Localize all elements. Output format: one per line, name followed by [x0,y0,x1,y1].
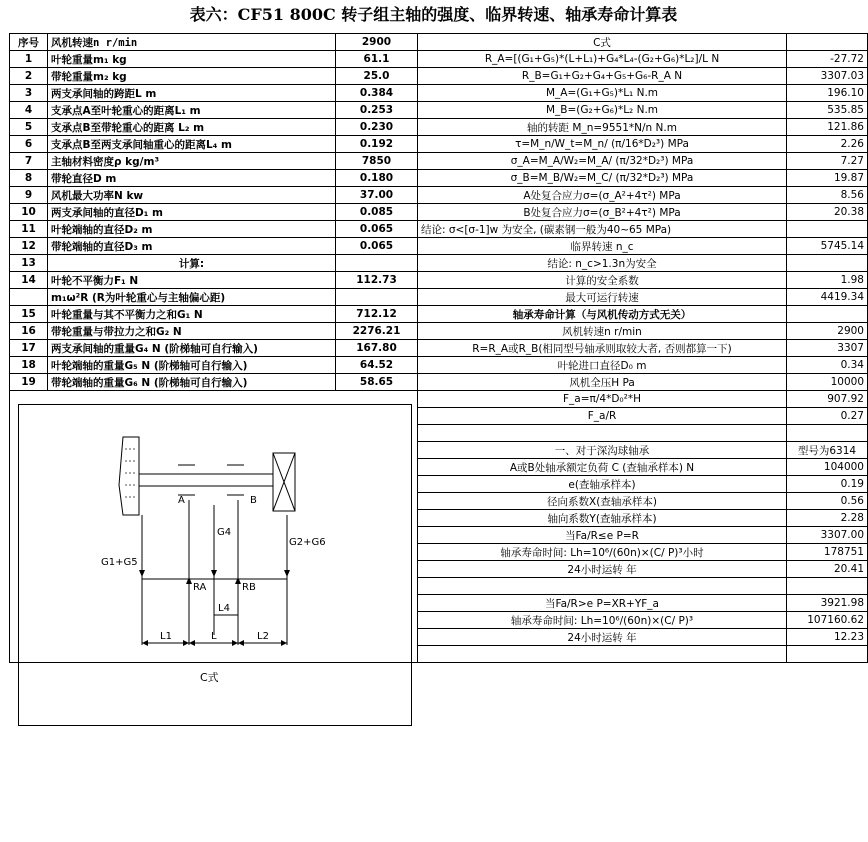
row-result[interactable] [787,425,868,442]
row-result[interactable]: 3307.03 [787,68,868,85]
row-no[interactable]: 6 [10,136,48,153]
row-formula[interactable]: 当Fa/R≤e P=R [418,527,787,544]
label-l4: L4 [218,603,230,614]
row-value[interactable]: 58.65 [336,374,418,391]
row-formula[interactable]: σ_A=M_A/W₂=M_A/ (π/32*D₂³) MPa [418,153,787,170]
row-no[interactable]: 9 [10,187,48,204]
row-formula[interactable]: 风机全压H Pa [418,374,787,391]
label-a: A [178,495,185,506]
row-result[interactable]: 178751 [787,544,868,561]
row-value[interactable]: 37.00 [336,187,418,204]
row-value[interactable]: 0.192 [336,136,418,153]
row-formula[interactable] [418,425,787,442]
row-result[interactable] [787,646,868,663]
row-no[interactable]: 14 [10,272,48,289]
row-param[interactable]: 带轮端轴的重量G₆ N (阶梯轴可自行输入) [48,374,336,391]
row-no[interactable]: 3 [10,85,48,102]
label-g2g6: G2+G6 [289,537,326,548]
row-param[interactable]: 叶轮端轴的重量G₅ N (阶梯轴可自行输入) [48,357,336,374]
row-no[interactable]: 17 [10,340,48,357]
row-formula[interactable]: 轴承寿命时间: Lh=10⁶/(60n)×(C/ P)³ [418,612,787,629]
row-result[interactable]: 907.92 [787,391,868,408]
row-no[interactable]: 10 [10,204,48,221]
row-no[interactable]: 13 [10,255,48,272]
row-result[interactable]: 535.85 [787,102,868,119]
row-formula[interactable]: 临界转速 n_c [418,238,787,255]
table-row [10,374,868,391]
label-l1: L1 [160,631,172,642]
row-param[interactable]: 叶轮重量m₁ kg [48,51,336,68]
row-result[interactable]: 107160.62 [787,612,868,629]
table-row [10,306,868,323]
row-no[interactable]: 15 [10,306,48,323]
row-value[interactable]: 0.384 [336,85,418,102]
row-formula[interactable]: 风机转速n r/min [418,323,787,340]
row-result[interactable]: 121.86 [787,119,868,136]
row-result[interactable] [787,578,868,595]
row-no[interactable]: 12 [10,238,48,255]
row-param[interactable]: 两支承间轴的跨距L m [48,85,336,102]
row-formula[interactable]: 轴承寿命计算（与风机传动方式无关） [418,306,787,323]
row-param[interactable]: 带轮重量m₂ kg [48,68,336,85]
row-result[interactable]: 2900 [787,323,868,340]
row-result[interactable]: 8.56 [787,187,868,204]
header-value[interactable]: 2900 [336,34,418,51]
row-result[interactable]: 7.27 [787,153,868,170]
shaft-shape [139,474,273,486]
header-no[interactable]: 序号 [10,34,48,51]
row-param[interactable]: 风机最大功率N kw [48,187,336,204]
table-row [10,357,868,374]
row-formula[interactable]: σ_B=M_B/W₂=M_C/ (π/32*D₂³) MPa [418,170,787,187]
row-formula[interactable] [418,646,787,663]
row-param[interactable]: 计算: [48,255,336,272]
calculation-table [9,33,868,684]
table-row [10,153,868,170]
row-param[interactable]: 带轮端轴的直径D₃ m [48,238,336,255]
row-result[interactable]: 104000 [787,459,868,476]
row-result[interactable]: 0.34 [787,357,868,374]
table-row [10,391,868,408]
table-row [10,119,868,136]
row-value[interactable] [336,289,418,306]
row-formula[interactable]: B处复合应力σ=(σ_B²+4τ²) MPa [418,204,787,221]
row-result[interactable]: 12.23 [787,629,868,646]
row-no[interactable]: 2 [10,68,48,85]
row-result[interactable]: 19.87 [787,170,868,187]
table-row [10,340,868,357]
row-param[interactable]: 叶轮不平衡力F₁ N [48,272,336,289]
row-value[interactable]: 0.085 [336,204,418,221]
row-value[interactable]: 0.253 [336,102,418,119]
table-row [10,51,868,68]
row-param[interactable]: 支承点B至两支承间轴重心的距离L₄ m [48,136,336,153]
table-row [10,289,868,306]
row-value[interactable] [336,255,418,272]
row-no[interactable] [10,289,48,306]
row-result[interactable]: 0.19 [787,476,868,493]
row-formula[interactable]: M_B=(G₂+G₆)*L₂ N.m [418,102,787,119]
row-formula[interactable]: τ=M_n/W_t=M_n/ (π/16*D₂³) MPa [418,136,787,153]
row-no[interactable]: 4 [10,102,48,119]
shaft-diagram [18,404,412,726]
header-formula[interactable]: C式 [418,34,787,51]
row-param[interactable]: 两支承间轴的重量G₄ N (阶梯轴可自行输入) [48,340,336,357]
row-no[interactable]: 18 [10,357,48,374]
row-formula[interactable]: e(查轴承样本) [418,476,787,493]
row-value[interactable]: 0.065 [336,221,418,238]
table-row [10,170,868,187]
row-param[interactable]: m₁ω²R (R为叶轮重心与主轴偏心距) [48,289,336,306]
row-formula[interactable]: 计算的安全系数 [418,272,787,289]
table-row [10,323,868,340]
row-result[interactable]: 3921.98 [787,595,868,612]
row-result[interactable] [787,306,868,323]
row-result[interactable] [787,221,868,238]
row-formula[interactable]: R_A=[(G₁+G₅)*(L+L₁)+G₄*L₄-(G₂+G₆)*L₂]/L N [418,51,787,68]
row-formula[interactable]: R=R_A或R_B(相同型号轴承则取较大者, 否则都算一下) [418,340,787,357]
row-value[interactable]: 167.80 [336,340,418,357]
row-no[interactable]: 5 [10,119,48,136]
row-value[interactable]: 112.73 [336,272,418,289]
row-formula[interactable]: 结论: σ<[σ-1]w 为安全, (碳素钢一般为40~65 MPa) [418,221,787,238]
row-value[interactable]: 0.065 [336,238,418,255]
table-row [10,68,868,85]
label-l2: L2 [257,631,269,642]
table-row [10,204,868,221]
table-row [10,255,868,272]
row-formula[interactable]: 轴承寿命时间: Lh=10⁶/(60n)×(C/ P)³小时 [418,544,787,561]
row-result[interactable]: 型号为6314 [787,442,868,459]
table-row [10,102,868,119]
row-value[interactable]: 2276.21 [336,323,418,340]
row-formula[interactable]: 24小时运转 年 [418,629,787,646]
row-formula[interactable]: 叶轮进口直径D₀ m [418,357,787,374]
row-formula[interactable]: M_A=(G₁+G₅)*L₁ N.m [418,85,787,102]
row-result[interactable]: 20.41 [787,561,868,578]
row-result[interactable]: -27.72 [787,51,868,68]
label-b: B [250,495,257,506]
label-g4: G4 [217,527,232,538]
row-formula[interactable]: 结论: n_c>1.3n为安全 [418,255,787,272]
row-formula[interactable]: 当Fa/R>e P=XR+YF_a [418,595,787,612]
label-l: L [211,631,217,642]
row-formula[interactable]: 轴向系数Y(查轴承样本) [418,510,787,527]
row-result[interactable]: 1.98 [787,272,868,289]
header-param[interactable]: 风机转速n r/min [48,34,336,51]
row-param[interactable]: 叶轮重量与其不平衡力之和G₁ N [48,306,336,323]
row-param[interactable]: 带轮直径D m [48,170,336,187]
row-result[interactable]: 0.56 [787,493,868,510]
row-value[interactable]: 61.1 [336,51,418,68]
row-result[interactable]: 5745.14 [787,238,868,255]
row-param[interactable]: 支承点B至带轮重心的距离 L₂ m [48,119,336,136]
row-formula[interactable]: F_a/R [418,408,787,425]
table-row [10,136,868,153]
row-param[interactable]: 叶轮端轴的直径D₂ m [48,221,336,238]
row-result[interactable]: 4419.34 [787,289,868,306]
row-value[interactable]: 25.0 [336,68,418,85]
row-formula[interactable]: F_a=π/4*D₀²*H [418,391,787,408]
row-no[interactable]: 19 [10,374,48,391]
row-formula[interactable]: 径向系数X(查轴承样本) [418,493,787,510]
table-row [10,272,868,289]
table-row [10,187,868,204]
sheet-title: 表六：CF51 800C 转子组主轴的强度、临界转速、轴承寿命计算表 [189,5,678,24]
row-result[interactable]: 10000 [787,374,868,391]
row-result[interactable]: 20.38 [787,204,868,221]
row-result[interactable] [787,255,868,272]
row-result[interactable]: 196.10 [787,85,868,102]
row-result[interactable]: 2.28 [787,510,868,527]
row-value[interactable]: 0.230 [336,119,418,136]
row-result[interactable]: 0.27 [787,408,868,425]
row-result[interactable]: 2.26 [787,136,868,153]
row-no[interactable]: 1 [10,51,48,68]
table-row [10,85,868,102]
row-formula[interactable]: A处复合应力σ=(σ_A²+4τ²) MPa [418,187,787,204]
row-param[interactable]: 带轮重量与带拉力之和G₂ N [48,323,336,340]
row-param[interactable]: 主轴材料密度ρ kg/m³ [48,153,336,170]
diagram-caption: C式 [200,671,219,684]
row-formula[interactable]: 一、对于深沟球轴承 [418,442,787,459]
row-value[interactable]: 712.12 [336,306,418,323]
row-value[interactable]: 7850 [336,153,418,170]
row-formula[interactable] [418,578,787,595]
row-no[interactable]: 11 [10,221,48,238]
row-no[interactable]: 7 [10,153,48,170]
label-ra: RA [193,582,207,593]
row-formula[interactable]: 轴的转距 M_n=9551*N/n N.m [418,119,787,136]
row-param[interactable]: 支承点A至叶轮重心的距离L₁ m [48,102,336,119]
row-value[interactable]: 64.52 [336,357,418,374]
table-row [10,238,868,255]
row-no[interactable]: 8 [10,170,48,187]
diagram-cell [10,391,418,684]
row-result[interactable]: 3307 [787,340,868,357]
row-formula[interactable]: 24小时运转 年 [418,561,787,578]
row-formula[interactable]: 最大可运行转速 [418,289,787,306]
header-result[interactable] [787,34,868,51]
row-value[interactable]: 0.180 [336,170,418,187]
table-row [10,221,868,238]
row-formula[interactable]: A或B处轴承额定负荷 C (查轴承样本) N [418,459,787,476]
row-formula[interactable]: R_B=G₁+G₂+G₄+G₅+G₆-R_A N [418,68,787,85]
label-g1g5: G1+G5 [101,557,138,568]
row-param[interactable]: 两支承间轴的直径D₁ m [48,204,336,221]
label-rb: RB [242,582,256,593]
row-result[interactable]: 3307.00 [787,527,868,544]
header-row [10,34,868,51]
row-no[interactable]: 16 [10,323,48,340]
